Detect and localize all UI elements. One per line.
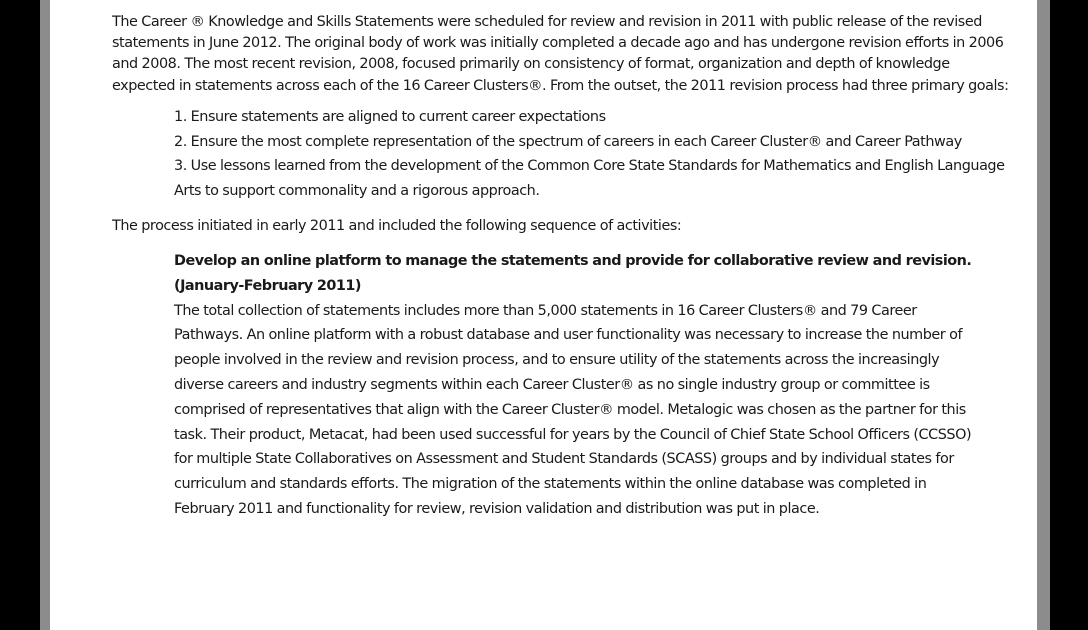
goal-item: 3. Use lessons learned from the development of the Common Core State Standards for Mathematics and English Language Arts to support commonality and a rigorous approach.: [174, 158, 1005, 200]
activity-section: [174, 249, 974, 522]
sequence-intro: The process initiated in early 2011 and included the following sequence of activities:: [112, 218, 682, 234]
intro-paragraph: The Career ® Knowledge and Skills Statements were scheduled for review and revision in 2011 with public release of the revised statements in June 2012. The original body of work was initially completed a decade ago and has undergone revision efforts in 2006 and 2008. The most recent revision, 2008, focused primarily on consistency of format, organization and depth of knowledge expected in statements across each of the 16 Career Clusters®. From the outset, the 2011 revision process had three primary goals:: [112, 14, 1009, 94]
viewer-gutter-right: [1037, 0, 1050, 630]
goal-item: 2. Ensure the most complete representation of the spectrum of careers in each Career Cluster® and Career Pathway: [174, 133, 962, 150]
page-content: [112, 12, 1012, 522]
goals-list: [174, 105, 1012, 204]
viewer-gutter-left: [40, 0, 50, 630]
goal-item: 1. Ensure statements are aligned to current career expectations: [174, 108, 606, 125]
activity-heading: Develop an online platform to manage the statements and provide for collaborative review and revision. (January-February 2011): [174, 253, 972, 294]
activity-body: The total collection of statements includes more than 5,000 statements in 16 Career Clusters® and 79 Career Pathways. An online platform with a robust database and user functionality was necessary to increase the number of people involved in the review and revision process, and to ensure utility of the statements across the increasingly diverse careers and industry segments within each Career Cluster® as no single industry group or committee is comprised of representatives that align with the Career Cluster® model. Metalogic was chosen as the partner for this task. Their product, Metacat, had been used successful for years by the Council of Chief State School Officers (CCSSO) for multiple State Collaboratives on Assessment and Student Standards (SCASS) groups and by individual states for curriculum and standards efforts. The migration of the statements within the online database was completed in February 2011 and functionality for review, revision validation and distribution was put in place.: [174, 302, 972, 517]
document-page: [50, 0, 1037, 630]
